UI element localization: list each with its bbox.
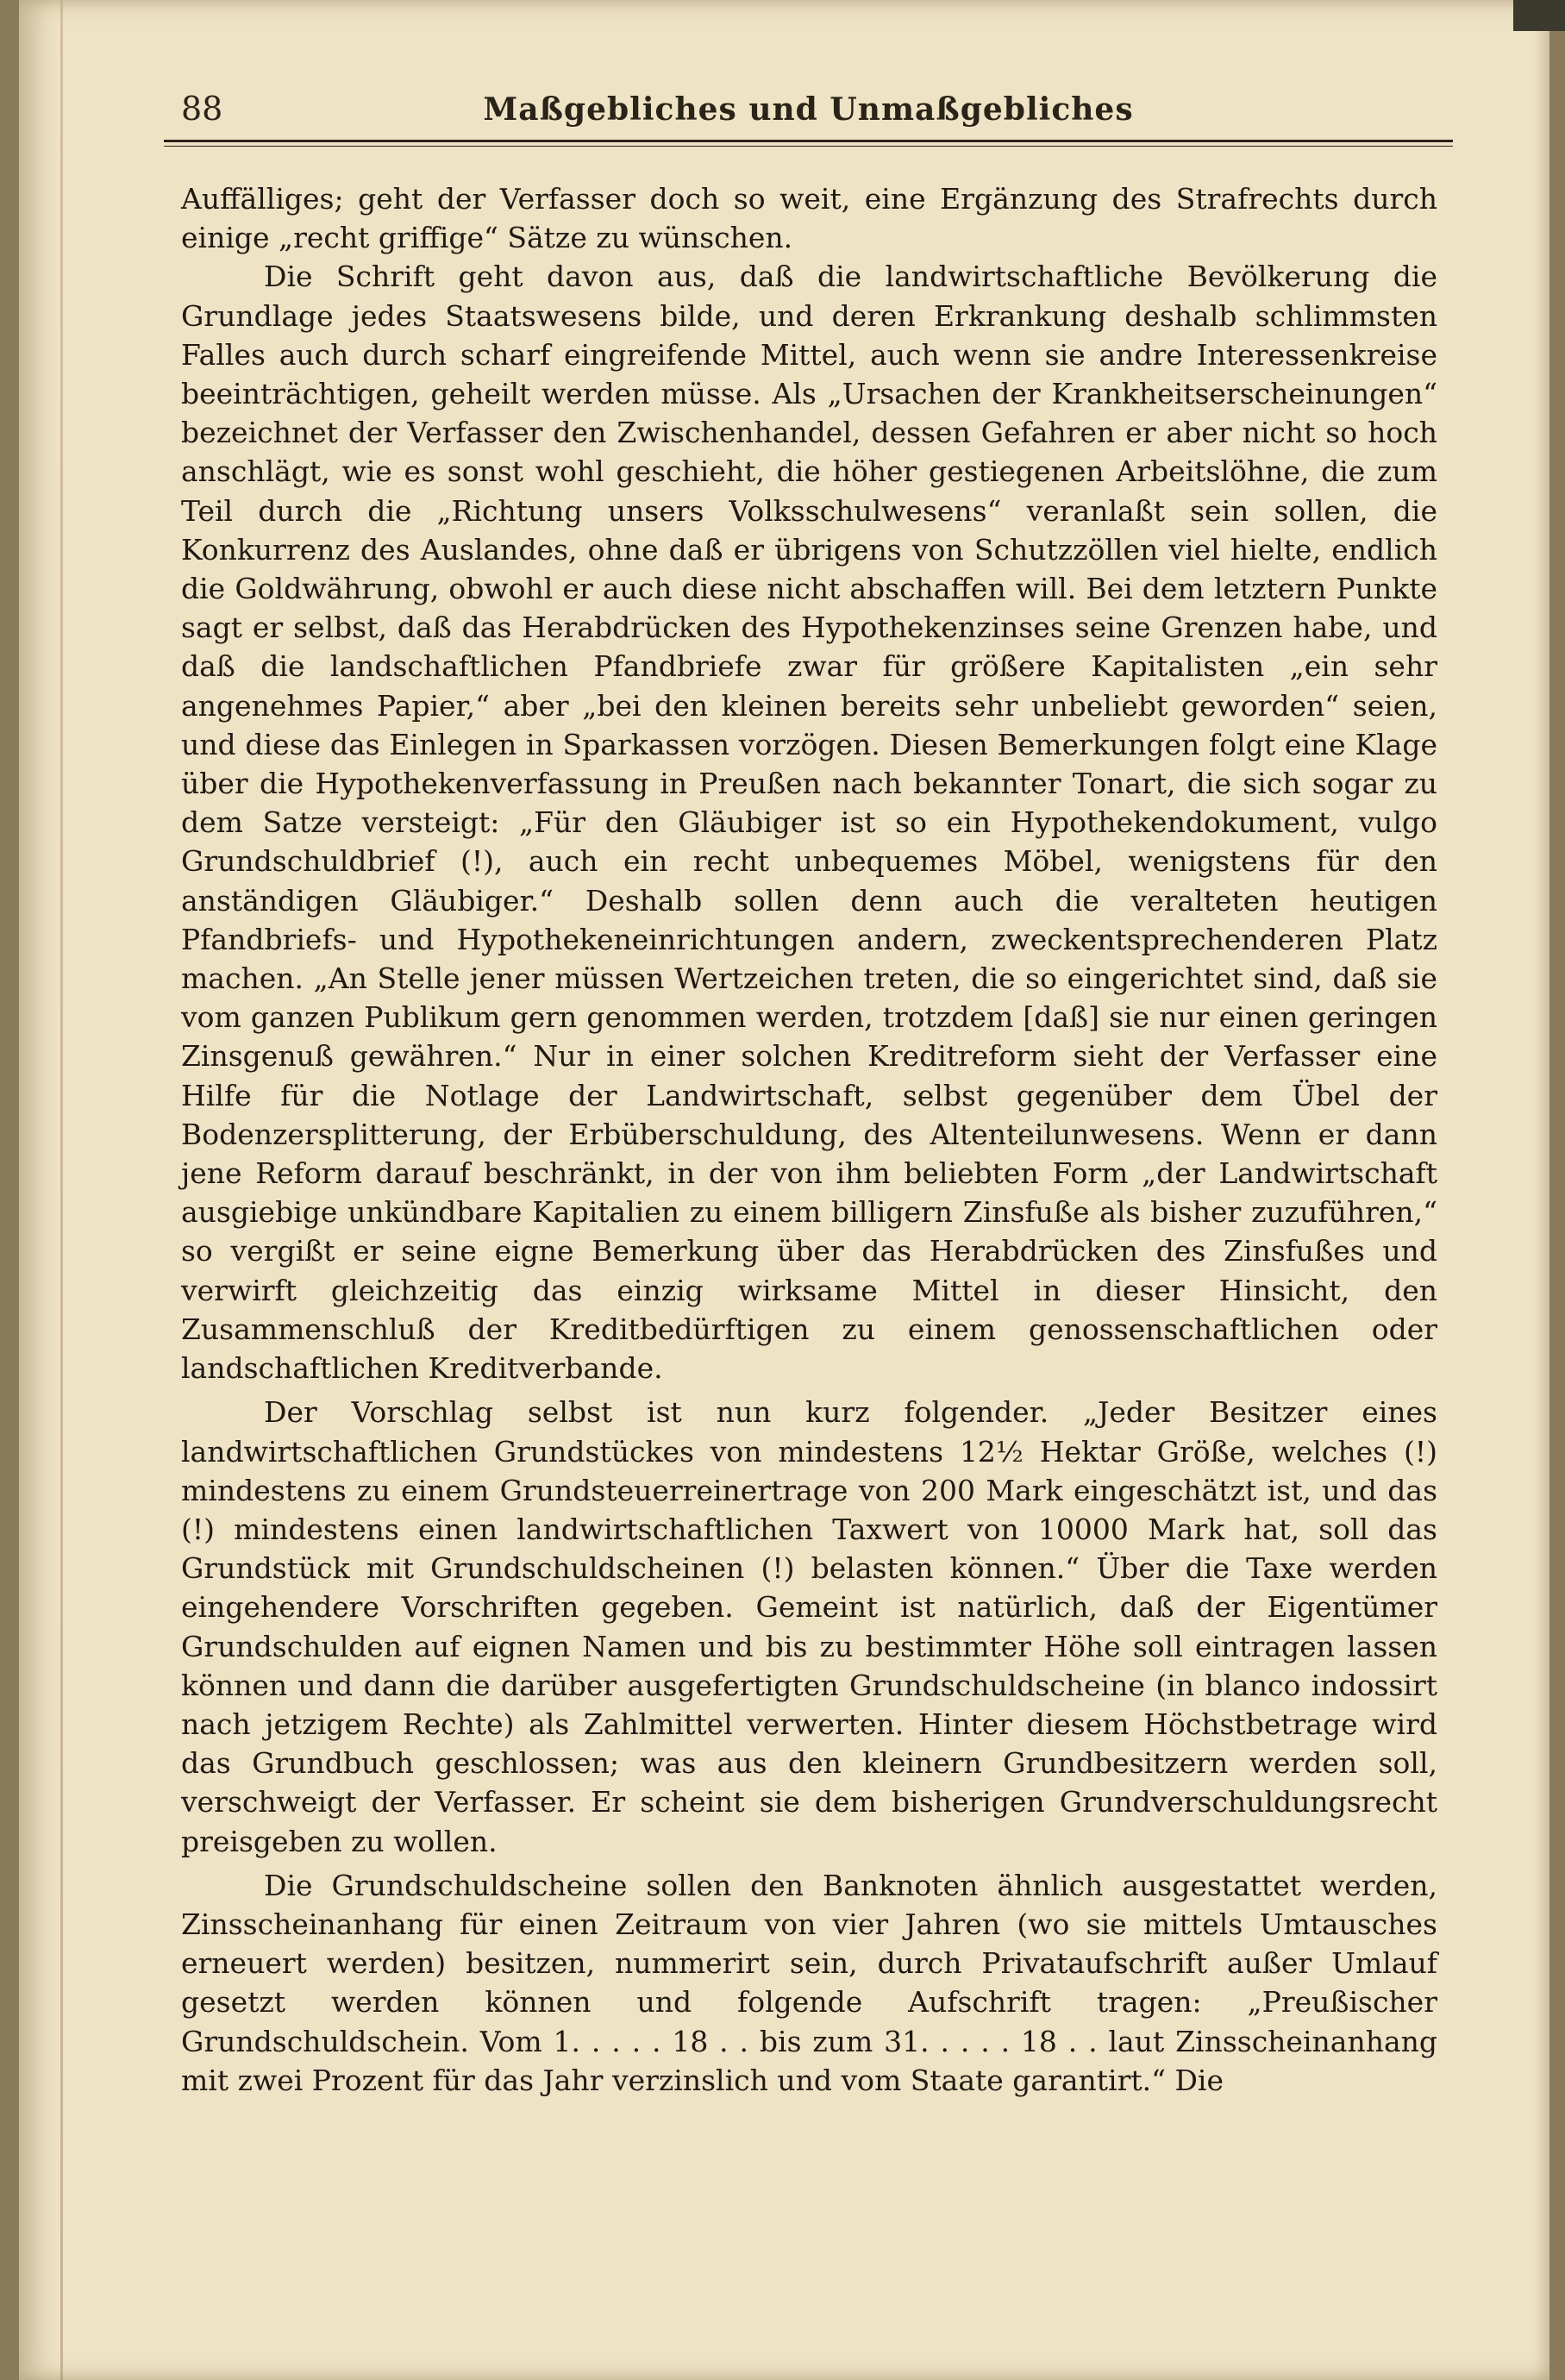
- paragraph: Die Schrift geht davon aus, daß die landwirtschaftliche Bevölkerung die Grundlage jedes Staatswesens bilde, und deren Erkrankung deshalb schlimmsten Falles auch durch scharf eingreifende Mittel, auch wenn sie andre Interessenkreise beeinträchtigen, geheilt werden müsse. Als „Ursachen der Krankheitserscheinungen“ bezeichnet der Verfasser den Zwischenhandel, dessen Gefahren er aber nicht so hoch anschlägt, wie es sonst wohl geschieht, die höher gestiegenen Arbeitslöhne, die zum Teil durch die „Richtung unsers Volksschulwesens“ veranlaßt sein sollen, die Konkurrenz des Auslandes, ohne daß er übrigens von Schutzzöllen viel hielte, endlich die Goldwährung, obwohl er auch diese nicht abschaffen will. Bei dem letztern Punkte sagt er selbst, daß das Herabdrücken des Hypothekenzinses seine Grenzen habe, und daß die landschaftlichen Pfandbriefe zwar für größere Kapitalisten „ein sehr angenehmes Papier,“ aber „bei den kleinen bereits sehr unbeliebt geworden“ seien, und diese das Einlegen in Sparkassen vorzögen. Diesen Bemerkungen folgt eine Klage über die Hypothekenverfassung in Preußen nach bekannter Tonart, die sich sogar zu dem Satze versteigt: „Für den Gläubiger ist so ein Hypothekendokument, vulgo Grundschuldbrief (!), auch ein recht unbequemes Möbel, wenigstens für den anständigen Gläubiger.“ Deshalb sollen denn auch die veralteten heutigen Pfandbriefs- und Hypothekeneinrichtungen andern, zweckentsprechenderen Platz machen. „An Stelle jener müssen Wertzeichen treten, die so eingerichtet sind, daß sie vom ganzen Publikum gern genommen werden, trotzdem [daß] sie nur einen geringen Zinsgenuß gewähren.“ Nur in einer solchen Kreditreform sieht der Verfasser eine Hilfe für die Notlage der Landwirtschaft, selbst gegenüber dem Übel der Bodenzersplitterung, der Erbüberschuldung, des Altenteilunwesens. Wenn er dann jene Reform darauf beschränkt, in der von ihm beliebten Form „der Landwirtschaft ausgiebige unkündbare Kapitalien zu einem billigern Zinsfuße als bisher zuzuführen,“ so vergißt er seine eigne Bemerkung über das Herabdrücken des Zinsfußes und verwirft gleichzeitig das einzig wirksame Mittel in dieser Hinsicht, den Zusammenschluß der Kreditbedürftigen zu einem genossenschaftlichen oder landschaftlichen Kreditverbande.: [181, 260, 1437, 1386]
- paragraph: Die Grundschuldscheine sollen den Banknoten ähnlich ausgestattet werden, Zinsscheinanhang für einen Zeitraum von vier Jahren (wo sie mittels Umtausches erneuert werden) besitzen, nummerirt sein, durch Privataufschrift außer Umlauf gesetzt werden können und folgende Aufschrift tragen: „Preußischer Grundschuldschein. Vom 1. . . . . 18 . . bis zum 31. . . . . 18 . . laut Zinsscheinanhang mit zwei Prozent für das Jahr verzinslich und vom Staate garantirt.“ Die: [181, 1868, 1437, 2097]
- paragraph: Auffälliges; geht der Verfasser doch so weit, eine Ergänzung des Strafrechts durch einige „recht griffige“ Sätze zu wünschen.: [181, 182, 1437, 255]
- page-corner-shadow: [1513, 0, 1565, 31]
- body-text: [181, 179, 1437, 2100]
- page-number: 88: [181, 90, 223, 128]
- page-header: [164, 86, 1453, 131]
- paragraph: Der Vorschlag selbst ist nun kurz folgender. „Jeder Besitzer eines landwirtschaftlichen Grundstückes von mindestens 12½ Hektar Größe, welches (!) mindestens zu einem Grundsteuerreinertrage von 200 Mark eingeschätzt ist, und das (!) mindestens einen landwirtschaftlichen Taxwert von 10000 Mark hat, soll das Grundstück mit Grundschuldscheinen (!) belasten können.“ Über die Taxe werden eingehendere Vorschriften gegeben. Gemeint ist natürlich, daß der Eigentümer Grundschulden auf eignen Namen und bis zu bestimmter Höhe soll eintragen lassen können und dann die darüber ausgefertigten Grundschuldscheine (in blanco indossirt nach jetzigem Rechte) als Zahlmittel verwerten. Hinter diesem Höchstbetrage wird das Grundbuch geschlossen; was aus den kleinern Grundbesitzern werden soll, verschweigt der Verfasser. Er scheint sie dem bisherigen Grundverschuldungsrecht preisgeben zu wollen.: [181, 1395, 1437, 1858]
- header-rule: [164, 140, 1453, 147]
- running-title: Maßgebliches und Unmaßgebliches: [483, 91, 1134, 128]
- binding-gutter: [60, 0, 63, 2380]
